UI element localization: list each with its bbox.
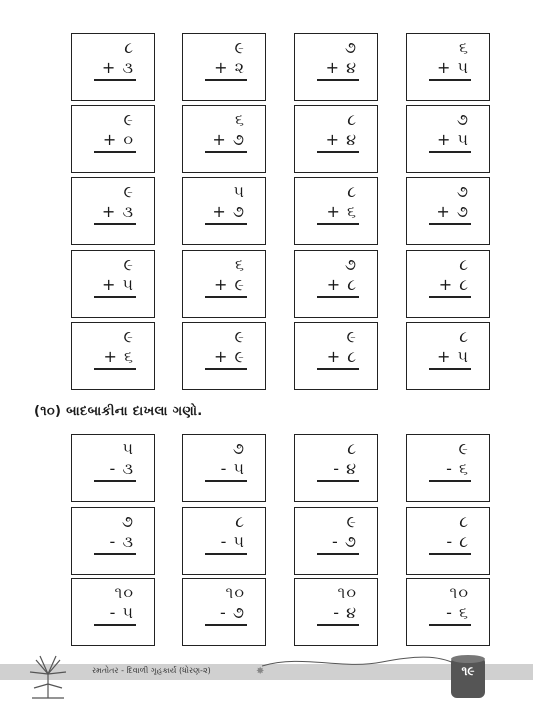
- operator: -: [220, 603, 227, 622]
- answer-line: [205, 151, 247, 153]
- operand-line: [327, 348, 357, 366]
- top-number: ૮: [459, 512, 469, 531]
- top-number: ૯: [234, 327, 245, 346]
- top-number: ૮: [459, 255, 469, 274]
- operator: +: [214, 58, 229, 77]
- top-number: ૭: [121, 512, 134, 531]
- operator: +: [438, 275, 454, 294]
- operator: +: [212, 202, 227, 221]
- answer-line: [94, 368, 136, 370]
- bottom-number: ૮: [459, 275, 469, 294]
- top-number: ૧૦: [225, 583, 245, 602]
- top-number: ૯: [123, 110, 134, 129]
- answer-line: [205, 296, 247, 298]
- operator: -: [333, 459, 340, 478]
- answer-line: [429, 480, 471, 482]
- firecracker-icon: [262, 652, 462, 672]
- bottom-number: ૦: [123, 130, 134, 149]
- answer-line: [94, 151, 136, 153]
- addition-problem-box: [294, 250, 378, 318]
- subtraction-problem-box: [71, 434, 155, 502]
- answer-line: [94, 79, 136, 81]
- operator: +: [214, 347, 229, 366]
- top-number: ૮: [124, 38, 134, 57]
- top-number: ૯: [123, 255, 134, 274]
- addition-problem-box: [71, 177, 155, 245]
- operand-line: [437, 59, 469, 77]
- addition-problem-box: [406, 322, 490, 390]
- answer-line: [94, 553, 136, 555]
- subtraction-problem-box: [294, 507, 378, 575]
- top-number: ૭: [456, 110, 469, 129]
- operator: -: [446, 459, 453, 478]
- page-number: ૧૯: [451, 658, 485, 698]
- subtraction-problem-box: [406, 578, 490, 646]
- operand-line: [327, 203, 357, 221]
- top-number: ૮: [459, 327, 469, 346]
- answer-line: [94, 480, 136, 482]
- operand-line: [436, 203, 469, 221]
- operator: +: [436, 58, 452, 77]
- addition-problem-box: [294, 33, 378, 101]
- operand-line: [327, 276, 357, 294]
- operator: +: [102, 130, 118, 149]
- top-number: ૭: [232, 439, 245, 458]
- operand-line: [214, 348, 245, 366]
- operand-line: [437, 131, 469, 149]
- answer-line: [429, 553, 471, 555]
- answer-line: [205, 368, 247, 370]
- addition-problem-box: [406, 177, 490, 245]
- addition-problem-box: [71, 322, 155, 390]
- operator: +: [436, 347, 452, 366]
- top-number: ૧૦: [449, 583, 469, 602]
- operand-line: [103, 131, 134, 149]
- top-number: ૯: [123, 182, 134, 201]
- operator: -: [109, 459, 117, 478]
- top-number: ૭: [344, 38, 357, 57]
- top-number: ૧૦: [114, 583, 134, 602]
- operator: +: [101, 202, 117, 221]
- bottom-number: ૪: [346, 459, 357, 478]
- operator: +: [101, 58, 117, 77]
- bottom-number: ૫: [457, 347, 469, 366]
- bottom-number: ૮: [459, 532, 469, 551]
- operand-line: [326, 59, 357, 77]
- bottom-number: ૬: [124, 347, 134, 366]
- footer-text: રમતોતર - દિવાળી ગૃહકાર્ય (ધોરણ-૨): [92, 666, 211, 675]
- operator: -: [220, 532, 228, 551]
- operand-line: [110, 604, 134, 622]
- addition-problem-box: [406, 105, 490, 173]
- bottom-number: ૪: [346, 130, 357, 149]
- bottom-number: ૪: [346, 58, 357, 77]
- operator: -: [332, 532, 339, 551]
- bottom-number: ૯: [234, 347, 245, 366]
- addition-problem-box: [294, 322, 378, 390]
- operand-line: [102, 203, 134, 221]
- operand-line: [332, 533, 357, 551]
- operand-line: [220, 604, 245, 622]
- operator: +: [326, 275, 342, 294]
- bottom-number: ૮: [347, 347, 357, 366]
- addition-problem-box: [71, 105, 155, 173]
- bottom-number: ૯: [234, 275, 245, 294]
- top-number: ૯: [346, 327, 357, 346]
- top-number: ૯: [234, 38, 245, 57]
- answer-line: [429, 223, 471, 225]
- operator: +: [325, 130, 340, 149]
- answer-line: [317, 223, 359, 225]
- bottom-number: ૬: [459, 459, 469, 478]
- bottom-number: ૬: [459, 603, 469, 622]
- operand-line: [214, 59, 245, 77]
- subtraction-problem-box: [71, 578, 155, 646]
- operand-line: [214, 276, 245, 294]
- bottom-number: ૩: [122, 459, 134, 478]
- operand-line: [333, 460, 357, 478]
- top-number: ૯: [346, 512, 357, 531]
- operand-line: [104, 348, 134, 366]
- operator: +: [436, 130, 452, 149]
- top-number: ૬: [459, 38, 469, 57]
- bottom-number: ૩: [122, 202, 134, 221]
- bottom-number: ૫: [457, 58, 469, 77]
- bottom-number: ૮: [347, 275, 357, 294]
- operator: +: [326, 347, 342, 366]
- addition-problem-box: [71, 250, 155, 318]
- operator: -: [446, 603, 453, 622]
- addition-problem-box: [294, 177, 378, 245]
- operator: -: [109, 532, 117, 551]
- top-number: ૧૦: [337, 583, 357, 602]
- answer-line: [429, 368, 471, 370]
- bottom-number: ૭: [232, 603, 245, 622]
- bottom-number: ૬: [347, 202, 357, 221]
- answer-line: [429, 79, 471, 81]
- addition-problem-box: [182, 33, 266, 101]
- operand-line: [102, 276, 134, 294]
- subtraction-problem-box: [182, 434, 266, 502]
- answer-line: [317, 368, 359, 370]
- operand-line: [212, 203, 245, 221]
- operator: -: [109, 603, 117, 622]
- answer-line: [317, 553, 359, 555]
- answer-line: [429, 624, 471, 626]
- operator: +: [103, 347, 118, 366]
- operand-line: [109, 533, 134, 551]
- answer-line: [94, 296, 136, 298]
- bottom-number: ૭: [232, 130, 245, 149]
- top-number: ૯: [123, 327, 134, 346]
- operand-line: [439, 276, 469, 294]
- answer-line: [205, 79, 247, 81]
- bottom-number: ૩: [122, 58, 134, 77]
- subtraction-problem-box: [182, 578, 266, 646]
- bottom-number: ૭: [232, 202, 245, 221]
- operand-line: [212, 131, 245, 149]
- answer-line: [317, 624, 359, 626]
- addition-problem-box: [182, 322, 266, 390]
- operand-line: [437, 348, 469, 366]
- subtraction-problem-box: [406, 507, 490, 575]
- operator: -: [220, 459, 228, 478]
- addition-problem-box: [182, 177, 266, 245]
- answer-line: [317, 480, 359, 482]
- answer-line: [205, 624, 247, 626]
- subtraction-problem-box: [71, 507, 155, 575]
- operand-line: [102, 59, 134, 77]
- addition-problem-box: [406, 33, 490, 101]
- operator: -: [446, 532, 454, 551]
- answer-line: [317, 79, 359, 81]
- section-heading: (૧૦) બાદબાકીના દાખલા ગણો.: [34, 404, 203, 419]
- bottom-number: ૩: [122, 532, 134, 551]
- operand-line: [221, 460, 245, 478]
- operand-line: [446, 460, 469, 478]
- operator: +: [214, 275, 229, 294]
- operand-line: [446, 533, 469, 551]
- top-number: ૮: [347, 439, 357, 458]
- bottom-number: ૪: [346, 603, 357, 622]
- bottom-number: ૫: [122, 275, 134, 294]
- operand-line: [109, 460, 134, 478]
- top-number: ૬: [235, 110, 245, 129]
- firecracker-logo-icon: [26, 654, 70, 700]
- subtraction-problem-box: [406, 434, 490, 502]
- addition-problem-box: [182, 105, 266, 173]
- top-number: ૬: [235, 255, 245, 274]
- answer-line: [94, 624, 136, 626]
- bottom-number: ૭: [344, 532, 357, 551]
- operand-line: [221, 533, 245, 551]
- operator: +: [325, 58, 340, 77]
- addition-problem-box: [182, 250, 266, 318]
- bottom-number: ૫: [122, 603, 134, 622]
- operator: +: [326, 202, 341, 221]
- bottom-number: ૫: [233, 459, 245, 478]
- operator: +: [101, 275, 117, 294]
- subtraction-problem-box: [294, 434, 378, 502]
- addition-problem-box: [406, 250, 490, 318]
- addition-problem-box: [294, 105, 378, 173]
- answer-line: [205, 553, 247, 555]
- top-number: ૮: [347, 110, 357, 129]
- operand-line: [446, 604, 469, 622]
- subtraction-problem-box: [294, 578, 378, 646]
- answer-line: [205, 480, 247, 482]
- top-number: ૭: [456, 182, 469, 201]
- answer-line: [317, 296, 359, 298]
- operand-line: [333, 604, 357, 622]
- top-number: ૮: [347, 182, 357, 201]
- bottom-number: ૭: [456, 202, 469, 221]
- bottom-number: ૨: [234, 58, 245, 77]
- top-number: ૫: [233, 182, 245, 201]
- operator: +: [212, 130, 227, 149]
- operator: +: [436, 202, 451, 221]
- bottom-number: ૫: [233, 532, 245, 551]
- operator: -: [333, 603, 340, 622]
- top-number: ૯: [458, 439, 469, 458]
- top-number: ૫: [122, 439, 134, 458]
- bottom-number: ૫: [457, 130, 469, 149]
- top-number: ૭: [344, 255, 357, 274]
- subtraction-problem-box: [182, 507, 266, 575]
- answer-line: [429, 151, 471, 153]
- answer-line: [94, 223, 136, 225]
- sparkle-icon: ✸: [256, 666, 265, 677]
- answer-line: [317, 151, 359, 153]
- operand-line: [326, 131, 357, 149]
- answer-line: [205, 223, 247, 225]
- addition-problem-box: [71, 33, 155, 101]
- answer-line: [429, 296, 471, 298]
- top-number: ૮: [235, 512, 245, 531]
